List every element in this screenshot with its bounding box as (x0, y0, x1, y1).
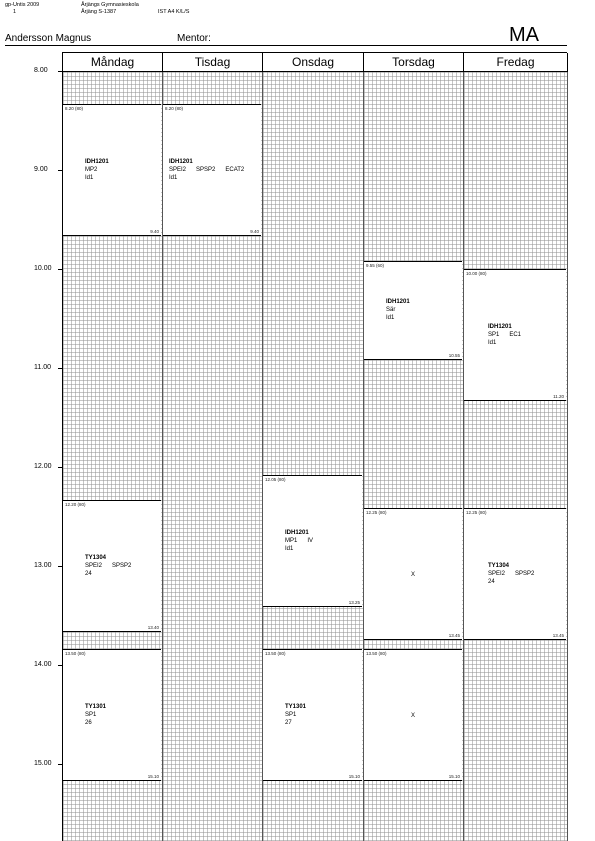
page-number: 1 (13, 9, 17, 15)
lesson-details (263, 529, 362, 553)
lesson-line (85, 570, 161, 578)
software-name: gp-Untis 2009 (5, 2, 40, 8)
lesson-token: SP1 (488, 332, 500, 338)
lesson-line (488, 339, 566, 347)
lesson-subject (169, 158, 261, 166)
lesson-line (488, 331, 566, 339)
lesson-token: TY1301 (85, 703, 107, 710)
lesson-line (85, 719, 161, 727)
lesson-line (285, 719, 362, 727)
print-format: IST A4 K/L/S (158, 9, 190, 15)
lesson-start-time: 13.50 (80) (265, 650, 286, 656)
lesson-end-time: 13.40 (147, 625, 159, 630)
time-label: 9.00 (34, 166, 48, 173)
teacher-name: Andersson Magnus (5, 33, 92, 44)
time-label: 8.00 (34, 67, 48, 74)
lesson-token: IDH1201 (488, 324, 512, 330)
day-header-1: Måndag (63, 53, 163, 72)
lesson-subject (285, 529, 362, 537)
lesson-details (63, 158, 161, 182)
lesson-block[interactable] (364, 508, 462, 640)
lesson-token: 27 (285, 719, 292, 726)
lesson-token: SPEI2 (169, 167, 187, 173)
lesson-subject (488, 562, 566, 570)
school-address: Årjäng S-1387 (81, 9, 117, 15)
lesson-block[interactable] (63, 500, 161, 632)
lesson-token: TY1304 (488, 563, 510, 570)
lesson-start-time: 12.25 (80) (466, 510, 487, 516)
lesson-token: Id1 (285, 546, 294, 553)
lesson-subject (85, 554, 161, 562)
lesson-token: IV (307, 538, 314, 545)
lesson-token: IDH1201 (85, 159, 109, 165)
day-header-4: Torsdag (364, 53, 464, 72)
lesson-token: Id1 (386, 315, 395, 322)
lesson-end-time: 9.40 (150, 229, 159, 234)
day-header-2: Tisdag (163, 53, 263, 72)
lesson-token: SP1 (285, 711, 297, 718)
lesson-line (488, 578, 566, 586)
lesson-token: SPSP2 (515, 571, 535, 578)
lesson-end-time: 11.20 (553, 394, 564, 399)
lesson-line (285, 537, 362, 545)
time-label: 15.00 (34, 760, 52, 767)
lesson-token: Id1 (85, 175, 94, 181)
lesson-token: SPEI2 (488, 571, 506, 578)
lesson-token: EC1 (509, 332, 522, 338)
time-label: 13.00 (34, 562, 52, 569)
lesson-start-time: 8.20 (80) (65, 106, 84, 111)
lesson-block[interactable] (63, 649, 161, 781)
lesson-line (169, 174, 261, 182)
lesson-subject (85, 158, 161, 166)
lesson-details (364, 712, 462, 720)
lesson-start-time: 12.05 (80) (265, 477, 286, 483)
lesson-end-time: 15.10 (147, 773, 159, 779)
time-label: 12.00 (34, 463, 52, 470)
lesson-end-time: 9.40 (250, 229, 259, 234)
lesson-token: X (410, 712, 415, 719)
lesson-start-time: 13.50 (80) (65, 650, 86, 656)
lesson-subject (85, 703, 161, 711)
lesson-token: SPEI2 (85, 563, 103, 569)
mentor-label: Mentor: (177, 33, 211, 44)
lesson-details (63, 554, 161, 578)
lesson-token: IDH1201 (386, 299, 410, 306)
day-column-5 (464, 72, 568, 841)
lesson-details (163, 158, 261, 182)
lesson-block[interactable] (464, 508, 566, 640)
lesson-line (85, 166, 161, 174)
lesson-token: ECAT2 (225, 167, 245, 173)
lesson-token: TY1301 (285, 703, 307, 710)
day-header-3: Onsdag (263, 53, 364, 72)
lesson-details (364, 298, 462, 322)
lesson-line (169, 166, 261, 174)
lesson-block[interactable] (364, 649, 462, 781)
lesson-block[interactable] (263, 475, 362, 607)
lesson-token: SP1 (85, 711, 97, 718)
lesson-block[interactable] (464, 269, 566, 401)
lesson-start-time: 12.20 (80) (65, 502, 86, 507)
lesson-line (386, 314, 462, 322)
lesson-line (285, 711, 362, 719)
lesson-line (364, 712, 462, 720)
lesson-token: Sär (386, 307, 396, 314)
lesson-token: Id1 (488, 340, 497, 346)
lesson-details (263, 703, 362, 727)
lesson-end-time: 10.55 (448, 352, 460, 358)
lesson-start-time: 12.25 (80) (366, 510, 387, 516)
day-header-5: Fredag (464, 53, 568, 72)
teacher-code: MA (509, 24, 539, 46)
lesson-details (464, 323, 566, 347)
lesson-line (364, 571, 462, 579)
lesson-token: SPSP2 (112, 563, 132, 569)
lesson-end-time: 13.25 (348, 600, 360, 606)
lesson-subject (386, 298, 462, 306)
lesson-end-time: 13.45 (448, 633, 460, 639)
lesson-block[interactable] (364, 261, 462, 360)
lesson-start-time: 10.00 (80) (466, 271, 487, 276)
header-rule (5, 45, 567, 46)
lesson-start-time: 9.55 (60) (366, 262, 385, 268)
lesson-block[interactable] (163, 104, 261, 236)
time-label: 11.00 (34, 364, 51, 371)
lesson-line (386, 306, 462, 314)
lesson-token: IDH1201 (169, 159, 193, 165)
lesson-token: MP1 (285, 538, 298, 545)
lesson-details (63, 703, 161, 727)
lesson-line (85, 174, 161, 182)
lesson-token: IDH1201 (285, 530, 309, 537)
lesson-line (488, 570, 566, 578)
lesson-line (285, 545, 362, 553)
time-label: 14.00 (34, 661, 52, 668)
lesson-token: TY1304 (85, 555, 107, 561)
lesson-token: SPSP2 (196, 167, 216, 173)
lesson-token: X (410, 572, 415, 579)
school-name: Årjängs Gymnasieskola (81, 2, 139, 8)
lesson-block[interactable] (63, 104, 161, 236)
lesson-token: MP2 (85, 167, 98, 173)
lesson-block[interactable] (263, 649, 362, 781)
lesson-end-time: 13.45 (552, 633, 564, 639)
lesson-end-time: 15.10 (448, 773, 460, 779)
lesson-start-time: 8.20 (80) (165, 106, 184, 111)
lesson-token: 26 (85, 719, 92, 726)
lesson-details (464, 562, 566, 586)
lesson-token: 24 (85, 571, 92, 577)
lesson-details (364, 571, 462, 579)
lesson-end-time: 15.10 (348, 773, 360, 779)
lesson-subject (285, 703, 362, 711)
lesson-subject (488, 323, 566, 331)
time-label: 10.00 (34, 265, 52, 272)
lesson-line (85, 562, 161, 570)
lesson-start-time: 13.50 (80) (366, 650, 387, 656)
lesson-token: Id1 (169, 175, 178, 181)
lesson-token: 24 (488, 579, 495, 586)
lesson-line (85, 711, 161, 719)
